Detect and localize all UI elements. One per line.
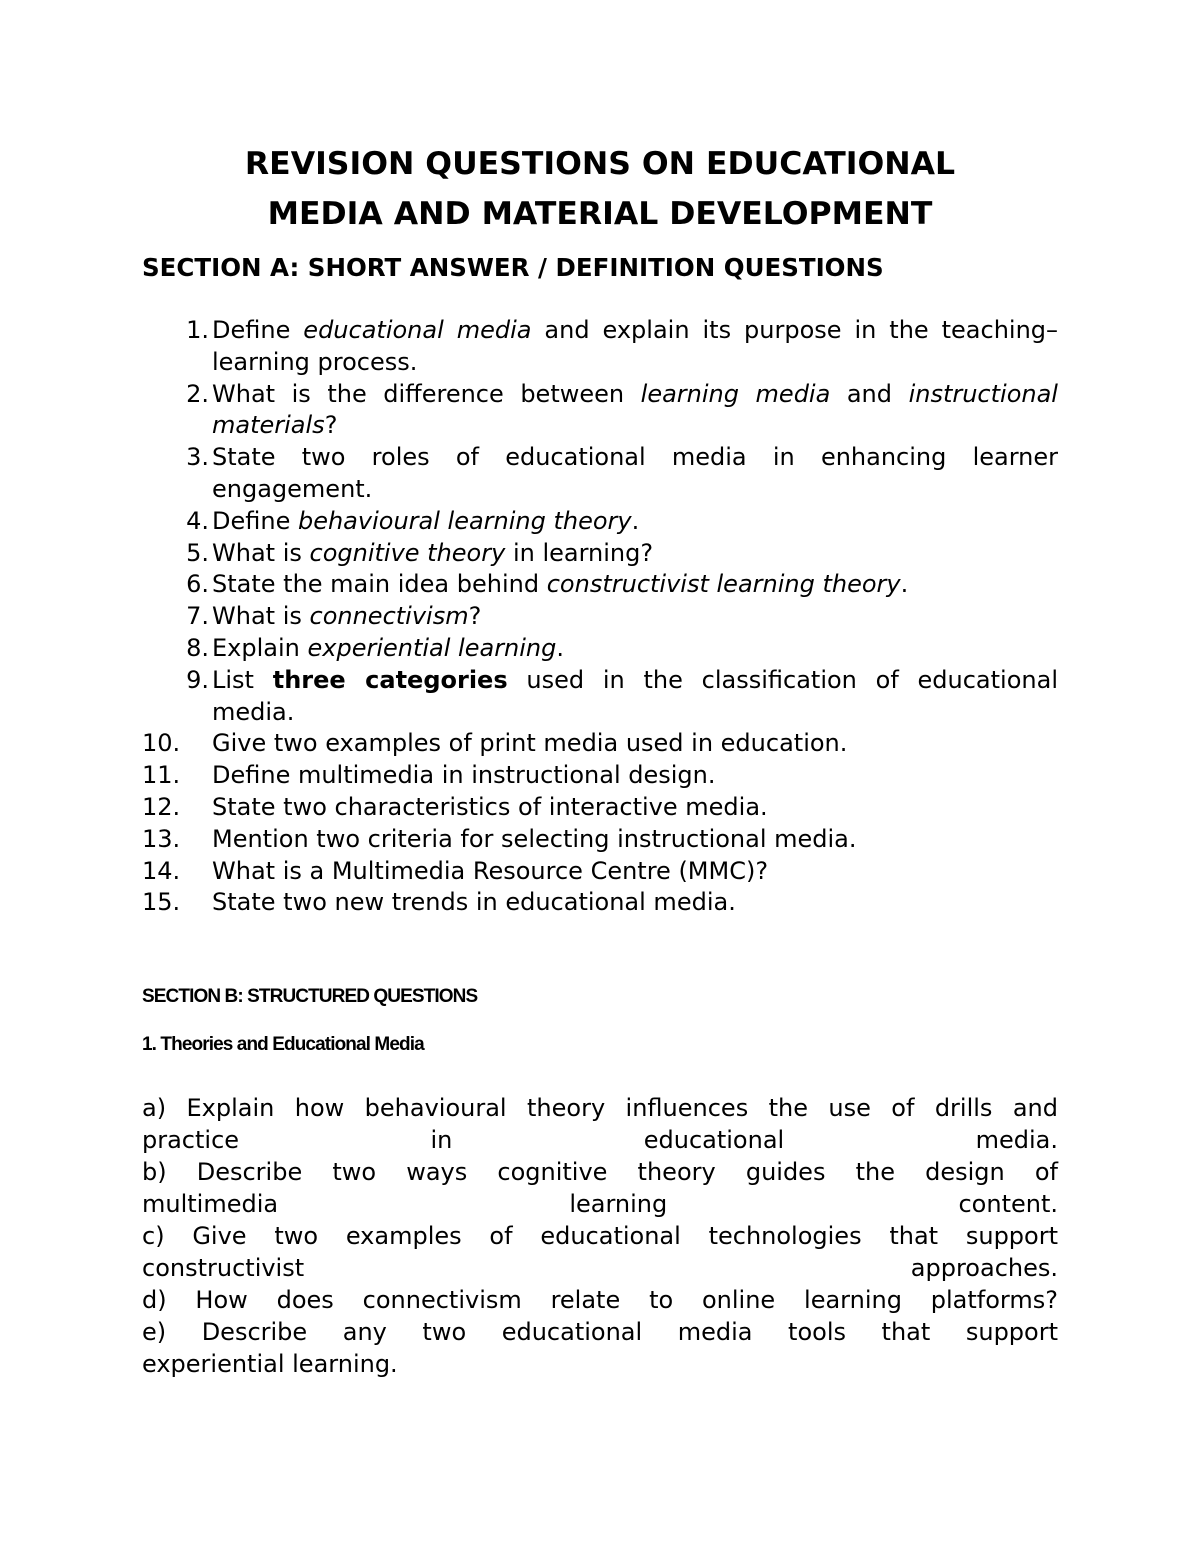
question-number: 14. bbox=[142, 856, 181, 885]
question-text: State two new trends in educational media. bbox=[212, 888, 736, 917]
question-item bbox=[142, 315, 1058, 379]
question-item bbox=[142, 665, 1058, 729]
question-item bbox=[142, 601, 1058, 633]
question-text: What is cognitive theory in learning? bbox=[212, 538, 654, 567]
question-item bbox=[142, 442, 1058, 506]
part-c-line-2: constructivist approaches. bbox=[142, 1254, 1058, 1282]
question-number: 15. bbox=[142, 888, 181, 917]
part-e-line-2: experiential learning. bbox=[142, 1350, 398, 1378]
question-text: State two roles of educational media in enhancing learner engagement. bbox=[212, 443, 1058, 503]
question-text: What is a Multimedia Resource Centre (MMC)? bbox=[212, 856, 769, 885]
question-number: 8. bbox=[186, 633, 209, 662]
question-text: Explain experiential learning. bbox=[212, 633, 565, 662]
emphasis-term: cognitive theory bbox=[309, 538, 506, 567]
title-line-2: MEDIA AND MATERIAL DEVELOPMENT bbox=[267, 196, 933, 232]
part-b-line-1: b) Describe two ways cognitive theory guides the design of bbox=[142, 1158, 1058, 1186]
question-number: 2. bbox=[186, 379, 209, 408]
section-a-question-list bbox=[142, 315, 1058, 919]
question-number: 13. bbox=[142, 824, 181, 853]
emphasis-term: educational media bbox=[303, 316, 532, 344]
question-number: 9. bbox=[186, 665, 209, 694]
section-b-question-parts bbox=[142, 1092, 1058, 1380]
question-text: State two characteristics of interactive media. bbox=[212, 792, 768, 821]
question-number: 4. bbox=[186, 506, 209, 535]
emphasis-term: connectivism bbox=[309, 602, 469, 631]
question-item bbox=[142, 569, 1058, 601]
part-a-line-2: practice in educational media. bbox=[142, 1126, 1058, 1154]
page-title bbox=[140, 139, 1060, 239]
question-text: What is connectivism? bbox=[212, 602, 482, 631]
emphasis-term: instructional materials bbox=[212, 379, 1058, 440]
question-number: 5. bbox=[186, 538, 209, 567]
question-text: Mention two criteria for selecting instructional media. bbox=[212, 824, 857, 853]
part-e-line-1: e) Describe any two educational media tools that support bbox=[142, 1318, 1058, 1346]
part-a-line-1: a) Explain how behavioural theory influences the use of drills and bbox=[142, 1094, 1058, 1122]
title-line-1: REVISION QUESTIONS ON EDUCATIONAL bbox=[244, 146, 956, 182]
question-item bbox=[142, 728, 1058, 760]
question-number: 12. bbox=[142, 792, 181, 821]
question-text: List three categories used in the classification of educational media. bbox=[212, 665, 1058, 726]
emphasis-term: experiential learning bbox=[307, 633, 557, 662]
question-item bbox=[142, 856, 1058, 888]
question-item bbox=[142, 887, 1058, 919]
emphasis-term: behavioural learning theory bbox=[297, 506, 632, 535]
question-number: 10. bbox=[142, 729, 181, 758]
question-text: What is the difference between learning media and instructional materials? bbox=[212, 379, 1058, 440]
part-b-line-2: multimedia learning content. bbox=[142, 1190, 1058, 1218]
question-text: Define behavioural learning theory. bbox=[212, 506, 640, 535]
question-number: 3. bbox=[186, 443, 209, 472]
question-number: 11. bbox=[142, 761, 181, 790]
question-item bbox=[142, 379, 1058, 443]
question-number: 6. bbox=[186, 570, 209, 599]
question-item bbox=[142, 824, 1058, 856]
question-text: Define educational media and explain its purpose in the teaching–learning process. bbox=[212, 316, 1059, 376]
question-text: State the main idea behind constructivist learning theory. bbox=[212, 570, 909, 599]
question-item bbox=[142, 506, 1058, 538]
question-item bbox=[142, 792, 1058, 824]
question-text: Define multimedia in instructional design. bbox=[212, 761, 716, 790]
emphasis-term: constructivist learning theory bbox=[546, 570, 901, 599]
emphasis-term: learning media bbox=[640, 379, 831, 408]
part-d-line-1: d) How does connectivism relate to online learning platforms? bbox=[142, 1286, 1058, 1314]
question-item bbox=[142, 633, 1058, 665]
question-number: 1. bbox=[186, 316, 209, 344]
question-item bbox=[142, 760, 1058, 792]
section-b-heading: SECTION B: STRUCTURED QUESTIONS bbox=[142, 986, 478, 1007]
part-c-line-1: c) Give two examples of educational technologies that support bbox=[142, 1222, 1058, 1250]
section-a-heading: SECTION A: SHORT ANSWER / DEFINITION QUESTIONS bbox=[142, 253, 884, 282]
question-item bbox=[142, 538, 1058, 570]
question-text: Give two examples of print media used in education. bbox=[212, 729, 848, 758]
question-number: 7. bbox=[186, 602, 209, 631]
bold-term: three categories bbox=[272, 665, 508, 694]
section-b-subheading: 1. Theories and Educational Media bbox=[142, 1034, 424, 1055]
